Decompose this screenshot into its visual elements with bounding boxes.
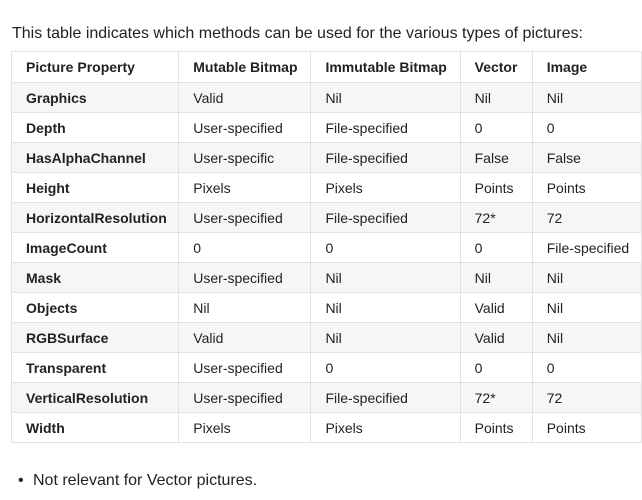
- picture-properties-table: [11, 51, 642, 443]
- mutable-bitmap-cell: User-specified: [179, 263, 311, 293]
- footnote-list: [0, 471, 257, 491]
- table-row: [12, 143, 642, 173]
- property-name-cell: Height: [12, 173, 179, 203]
- mutable-bitmap-cell: User-specified: [179, 203, 311, 233]
- vector-cell: Points: [460, 173, 532, 203]
- table-row: [12, 173, 642, 203]
- property-name-cell: HorizontalResolution: [12, 203, 179, 233]
- table-row: [12, 293, 642, 323]
- mutable-bitmap-cell: Pixels: [179, 413, 311, 443]
- property-name-cell: ImageCount: [12, 233, 179, 263]
- property-name-cell: Depth: [12, 113, 179, 143]
- table-row: [12, 203, 642, 233]
- table-row: [12, 83, 642, 113]
- vector-cell: 0: [460, 233, 532, 263]
- column-header-picture-property: Picture Property: [12, 52, 179, 83]
- property-name-cell: Graphics: [12, 83, 179, 113]
- immutable-bitmap-cell: Nil: [311, 263, 460, 293]
- table-row: [12, 323, 642, 353]
- immutable-bitmap-cell: Pixels: [311, 173, 460, 203]
- intro-text: This table indicates which methods can be used for the various types of pictures:: [12, 25, 583, 42]
- column-header-immutable-bitmap: Immutable Bitmap: [311, 52, 460, 83]
- image-cell: Points: [532, 413, 641, 443]
- mutable-bitmap-cell: Nil: [179, 293, 311, 323]
- property-name-cell: RGBSurface: [12, 323, 179, 353]
- table-row: [12, 413, 642, 443]
- image-cell: Nil: [532, 293, 641, 323]
- table-header-row: [12, 52, 642, 83]
- mutable-bitmap-cell: User-specified: [179, 383, 311, 413]
- immutable-bitmap-cell: File-specified: [311, 143, 460, 173]
- image-cell: 72: [532, 383, 641, 413]
- image-cell: 0: [532, 353, 641, 383]
- vector-cell: False: [460, 143, 532, 173]
- bullet-icon: •: [18, 472, 24, 489]
- footnote-text: Not relevant for Vector pictures.: [33, 472, 258, 489]
- image-cell: Nil: [532, 323, 641, 353]
- vector-cell: Nil: [460, 263, 532, 293]
- table-row: [12, 353, 642, 383]
- image-cell: Nil: [532, 263, 641, 293]
- vector-cell: Nil: [460, 83, 532, 113]
- vector-cell: Valid: [460, 323, 532, 353]
- vector-cell: 72*: [460, 203, 532, 233]
- immutable-bitmap-cell: File-specified: [311, 203, 460, 233]
- property-name-cell: Transparent: [12, 353, 179, 383]
- mutable-bitmap-cell: 0: [179, 233, 311, 263]
- footnote-item: [18, 471, 258, 491]
- image-cell: 72: [532, 203, 641, 233]
- vector-cell: 0: [460, 353, 532, 383]
- vector-cell: Points: [460, 413, 532, 443]
- property-name-cell: Objects: [12, 293, 179, 323]
- mutable-bitmap-cell: User-specific: [179, 143, 311, 173]
- mutable-bitmap-cell: User-specified: [179, 113, 311, 143]
- image-cell: 0: [532, 113, 641, 143]
- immutable-bitmap-cell: 0: [311, 233, 460, 263]
- image-cell: False: [532, 143, 641, 173]
- immutable-bitmap-cell: 0: [311, 353, 460, 383]
- mutable-bitmap-cell: User-specified: [179, 353, 311, 383]
- table-row: [12, 383, 642, 413]
- image-cell: File-specified: [532, 233, 641, 263]
- table-row: [12, 233, 642, 263]
- immutable-bitmap-cell: Nil: [311, 83, 460, 113]
- vector-cell: Valid: [460, 293, 532, 323]
- image-cell: Nil: [532, 83, 641, 113]
- image-cell: Points: [532, 173, 641, 203]
- property-name-cell: Mask: [12, 263, 179, 293]
- property-name-cell: HasAlphaChannel: [12, 143, 179, 173]
- vector-cell: 72*: [460, 383, 532, 413]
- table-row: [12, 113, 642, 143]
- table-row: [12, 263, 642, 293]
- column-header-mutable-bitmap: Mutable Bitmap: [179, 52, 311, 83]
- immutable-bitmap-cell: Nil: [311, 323, 460, 353]
- mutable-bitmap-cell: Valid: [179, 323, 311, 353]
- column-header-vector: Vector: [460, 52, 532, 83]
- property-name-cell: VerticalResolution: [12, 383, 179, 413]
- immutable-bitmap-cell: Pixels: [311, 413, 460, 443]
- mutable-bitmap-cell: Pixels: [179, 173, 311, 203]
- mutable-bitmap-cell: Valid: [179, 83, 311, 113]
- vector-cell: 0: [460, 113, 532, 143]
- immutable-bitmap-cell: File-specified: [311, 113, 460, 143]
- immutable-bitmap-cell: Nil: [311, 293, 460, 323]
- column-header-image: Image: [532, 52, 641, 83]
- property-name-cell: Width: [12, 413, 179, 443]
- immutable-bitmap-cell: File-specified: [311, 383, 460, 413]
